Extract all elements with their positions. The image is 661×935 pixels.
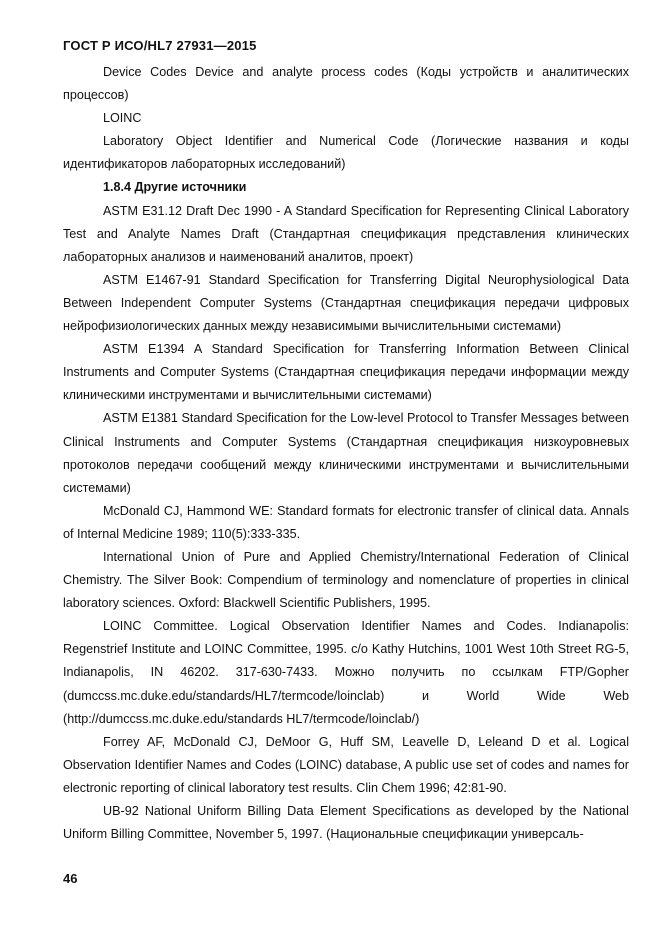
reference-astm-e1394: ASTM E1394 A Standard Specification for Transferring Information Between Clinical Instruments and Computer Systems (Стандартная спецификация передачи информации между клиническими инструментами и вычислительными системами) <box>63 342 629 403</box>
paragraph-loinc: LOINC <box>103 111 142 126</box>
reference-loinc-committee: LOINC Committee. Logical Observation Identifier Names and Codes. Indianapolis: Regenstrief Institute and LOINC Committee, 1995. c/o Kathy Hutchins, 1001 West 10th Street RG-5, Indianapolis, IN 46202. 317-630-7433. Можно получить по ссылкам FTP/Gopher (dumccss.mc.duke.edu/standards/HL7/termcode/loinclab) и World Wide Web (http://dumccss.mc.duke.edu/standards HL7/termcode/loinclab/) <box>63 619 629 726</box>
reference-astm-e1467: ASTM E1467-91 Standard Specification for Transferring Digital Neurophysiological Data Between Independent Computer Systems (Стандартная спецификация передачи цифровых нейрофизиологических данных между независимыми вычислительными системами) <box>63 272 629 334</box>
reference-ub-92: UB-92 National Uniform Billing Data Element Specifications as developed by the National Uniform Billing Committee, November 5, 1997. (Национальные спецификации универсаль- <box>63 804 629 842</box>
page-number: 46 <box>63 871 78 886</box>
paragraph-device-codes: Device Codes Device and analyte process codes (Коды устройств и аналитических процессов) <box>63 65 629 103</box>
reference-forrey: Forrey AF, McDonald CJ, DeMoor G, Huff SM, Leavelle D, Leleand D et al. Logical Observation Identifier Names and Codes (LOINC) database, A public use set of codes and names for electronic reporting of clinical laboratory test results. Clin Chem 1996; 42:81-90. <box>63 734 629 795</box>
section-heading-other-sources: 1.8.4 Другие источники <box>103 180 247 195</box>
reference-mcdonald-hammond: McDonald CJ, Hammond WE: Standard formats for electronic transfer of clinical data. Annals of Internal Medicine 1989; 110(5):333-335. <box>63 503 629 541</box>
reference-astm-e1381: ASTM E1381 Standard Specification for the Low-level Protocol to Transfer Messages between Clinical Instruments and Computer Systems (Стандартная спецификация низкоуровневых протоколов передачи сообщений между клиническими инструментами и вычислительными системами) <box>63 411 629 495</box>
paragraph-laboratory-object-identifier: Laboratory Object Identifier and Numerical Code (Логические названия и коды идентификаторов лабораторных исследований) <box>63 134 629 172</box>
document-body <box>63 61 629 846</box>
reference-astm-e31-12: ASTM E31.12 Draft Dec 1990 - A Standard Specification for Representing Clinical Laboratory Test and Analyte Names Draft (Стандартная спецификация представления клинических лабораторных анализов и наименований аналитов, проект) <box>63 203 629 264</box>
document-header: ГОСТ Р ИСО/HL7 27931—2015 <box>63 38 257 53</box>
reference-iupac-silver-book: International Union of Pure and Applied Chemistry/International Federation of Clinical Chemistry. The Silver Book: Compendium of terminology and nomenclature of properties in clinical laboratory sciences. Oxford: Blackwell Scientific Publishers, 1995. <box>63 549 629 611</box>
